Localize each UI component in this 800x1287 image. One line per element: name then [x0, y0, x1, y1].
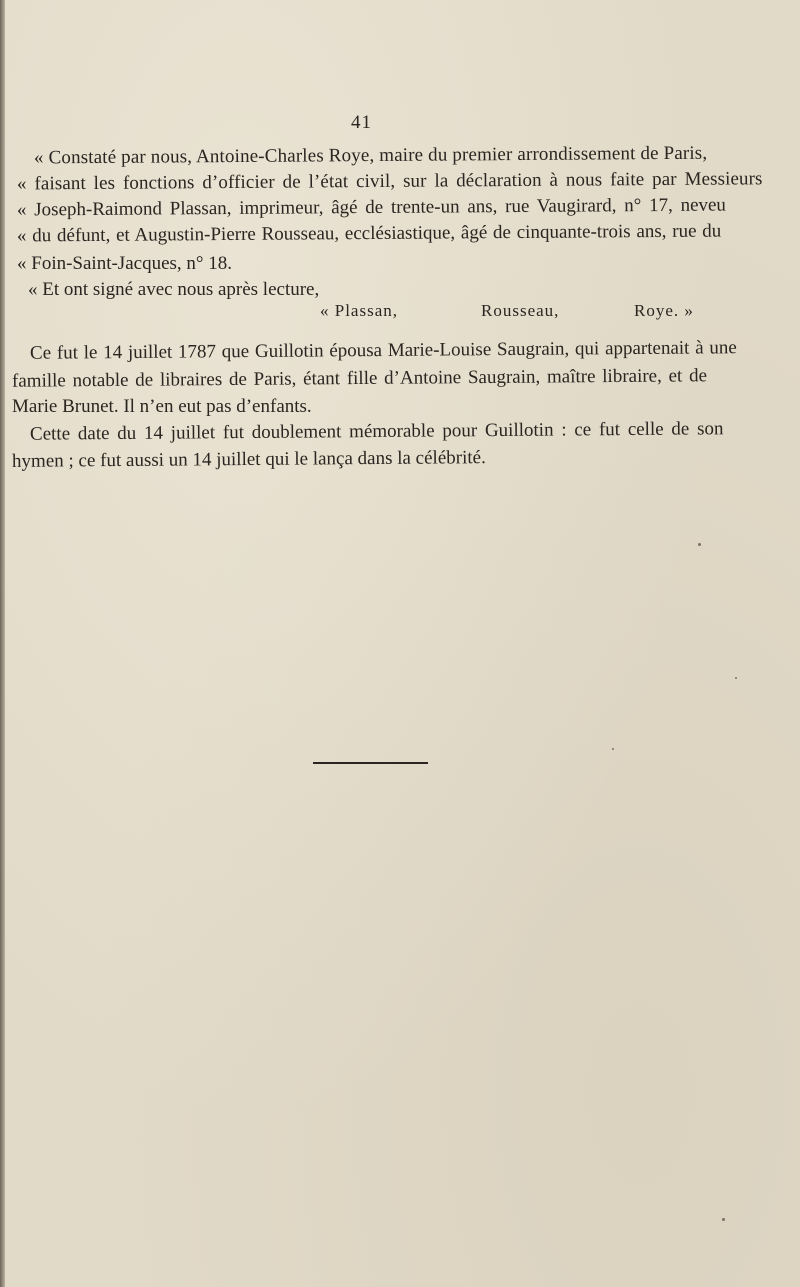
certificate-line-5-text: « Foin-Saint-Jacques, n° 18. [17, 253, 232, 274]
certificate-line-4 [17, 221, 729, 248]
certificate-line-1-text: « Constaté par nous, Antoine-Charles Roye, maire du premier arrondissement de Paris, [33, 142, 708, 169]
paper-speck [722, 1218, 725, 1221]
paragraph-1-line-3 [12, 396, 312, 418]
certificate-line-3 [17, 195, 729, 222]
paragraph-1-line-1 [30, 337, 737, 365]
certificate-signed-text: « Et ont signé avec nous après lecture, [28, 279, 320, 300]
paragraph-1-line-2 [12, 365, 707, 392]
section-end-rule [313, 762, 428, 764]
paragraph-1-line-1-text: Ce fut le 14 juillet 1787 que Guillotin épousa Marie-Louise Saugrain, qui appartenait à une [29, 337, 737, 364]
signature-plassan: « Plassan, [320, 301, 398, 320]
paper-speck [698, 543, 701, 546]
paragraph-2-line-1 [30, 418, 724, 445]
certificate-line-1 [34, 143, 726, 170]
paragraph-2-line-1-text: Cette date du 14 juillet fut doublement mémorable pour Guillotin : ce fut celle de son [29, 418, 724, 445]
certificate-line-5 [17, 253, 232, 275]
paragraph-1-line-2-text: famille notable de libraires de Paris, étant fille d’Antoine Saugrain, maître libraire, et de [11, 365, 708, 392]
certificate-line-2-text: « faisant les fonctions d’officier de l’état civil, sur la déclaration à nous faite par Messieurs [16, 168, 763, 195]
paragraph-2-line-2-text: hymen ; ce fut aussi un 14 juillet qui le lança dans la célébrité. [11, 447, 486, 472]
signature-rousseau: Rousseau, [481, 301, 560, 320]
paper-speck [735, 677, 737, 679]
page-number: 41 [351, 112, 372, 133]
certificate-line-4-text: « du défunt, et Augustin-Pierre Rousseau, ecclésiastique, âgé de cinquante-trois ans, rue du [16, 220, 722, 247]
paragraph-2-line-2 [12, 447, 486, 473]
signature-roye: Roye. » [634, 301, 694, 320]
paragraph-1-line-3-text: Marie Brunet. Il n’en eut pas d’enfants. [12, 396, 312, 417]
certificate-line-3-text: « Joseph-Raimond Plassan, imprimeur, âgé de trente-un ans, rue Vaugirard, n° 17, neveu [16, 194, 726, 221]
certificate-signed-line [28, 279, 319, 301]
page-edge-shadow [0, 0, 5, 1287]
paper-speck [612, 748, 614, 750]
certificate-line-2 [16, 168, 763, 196]
